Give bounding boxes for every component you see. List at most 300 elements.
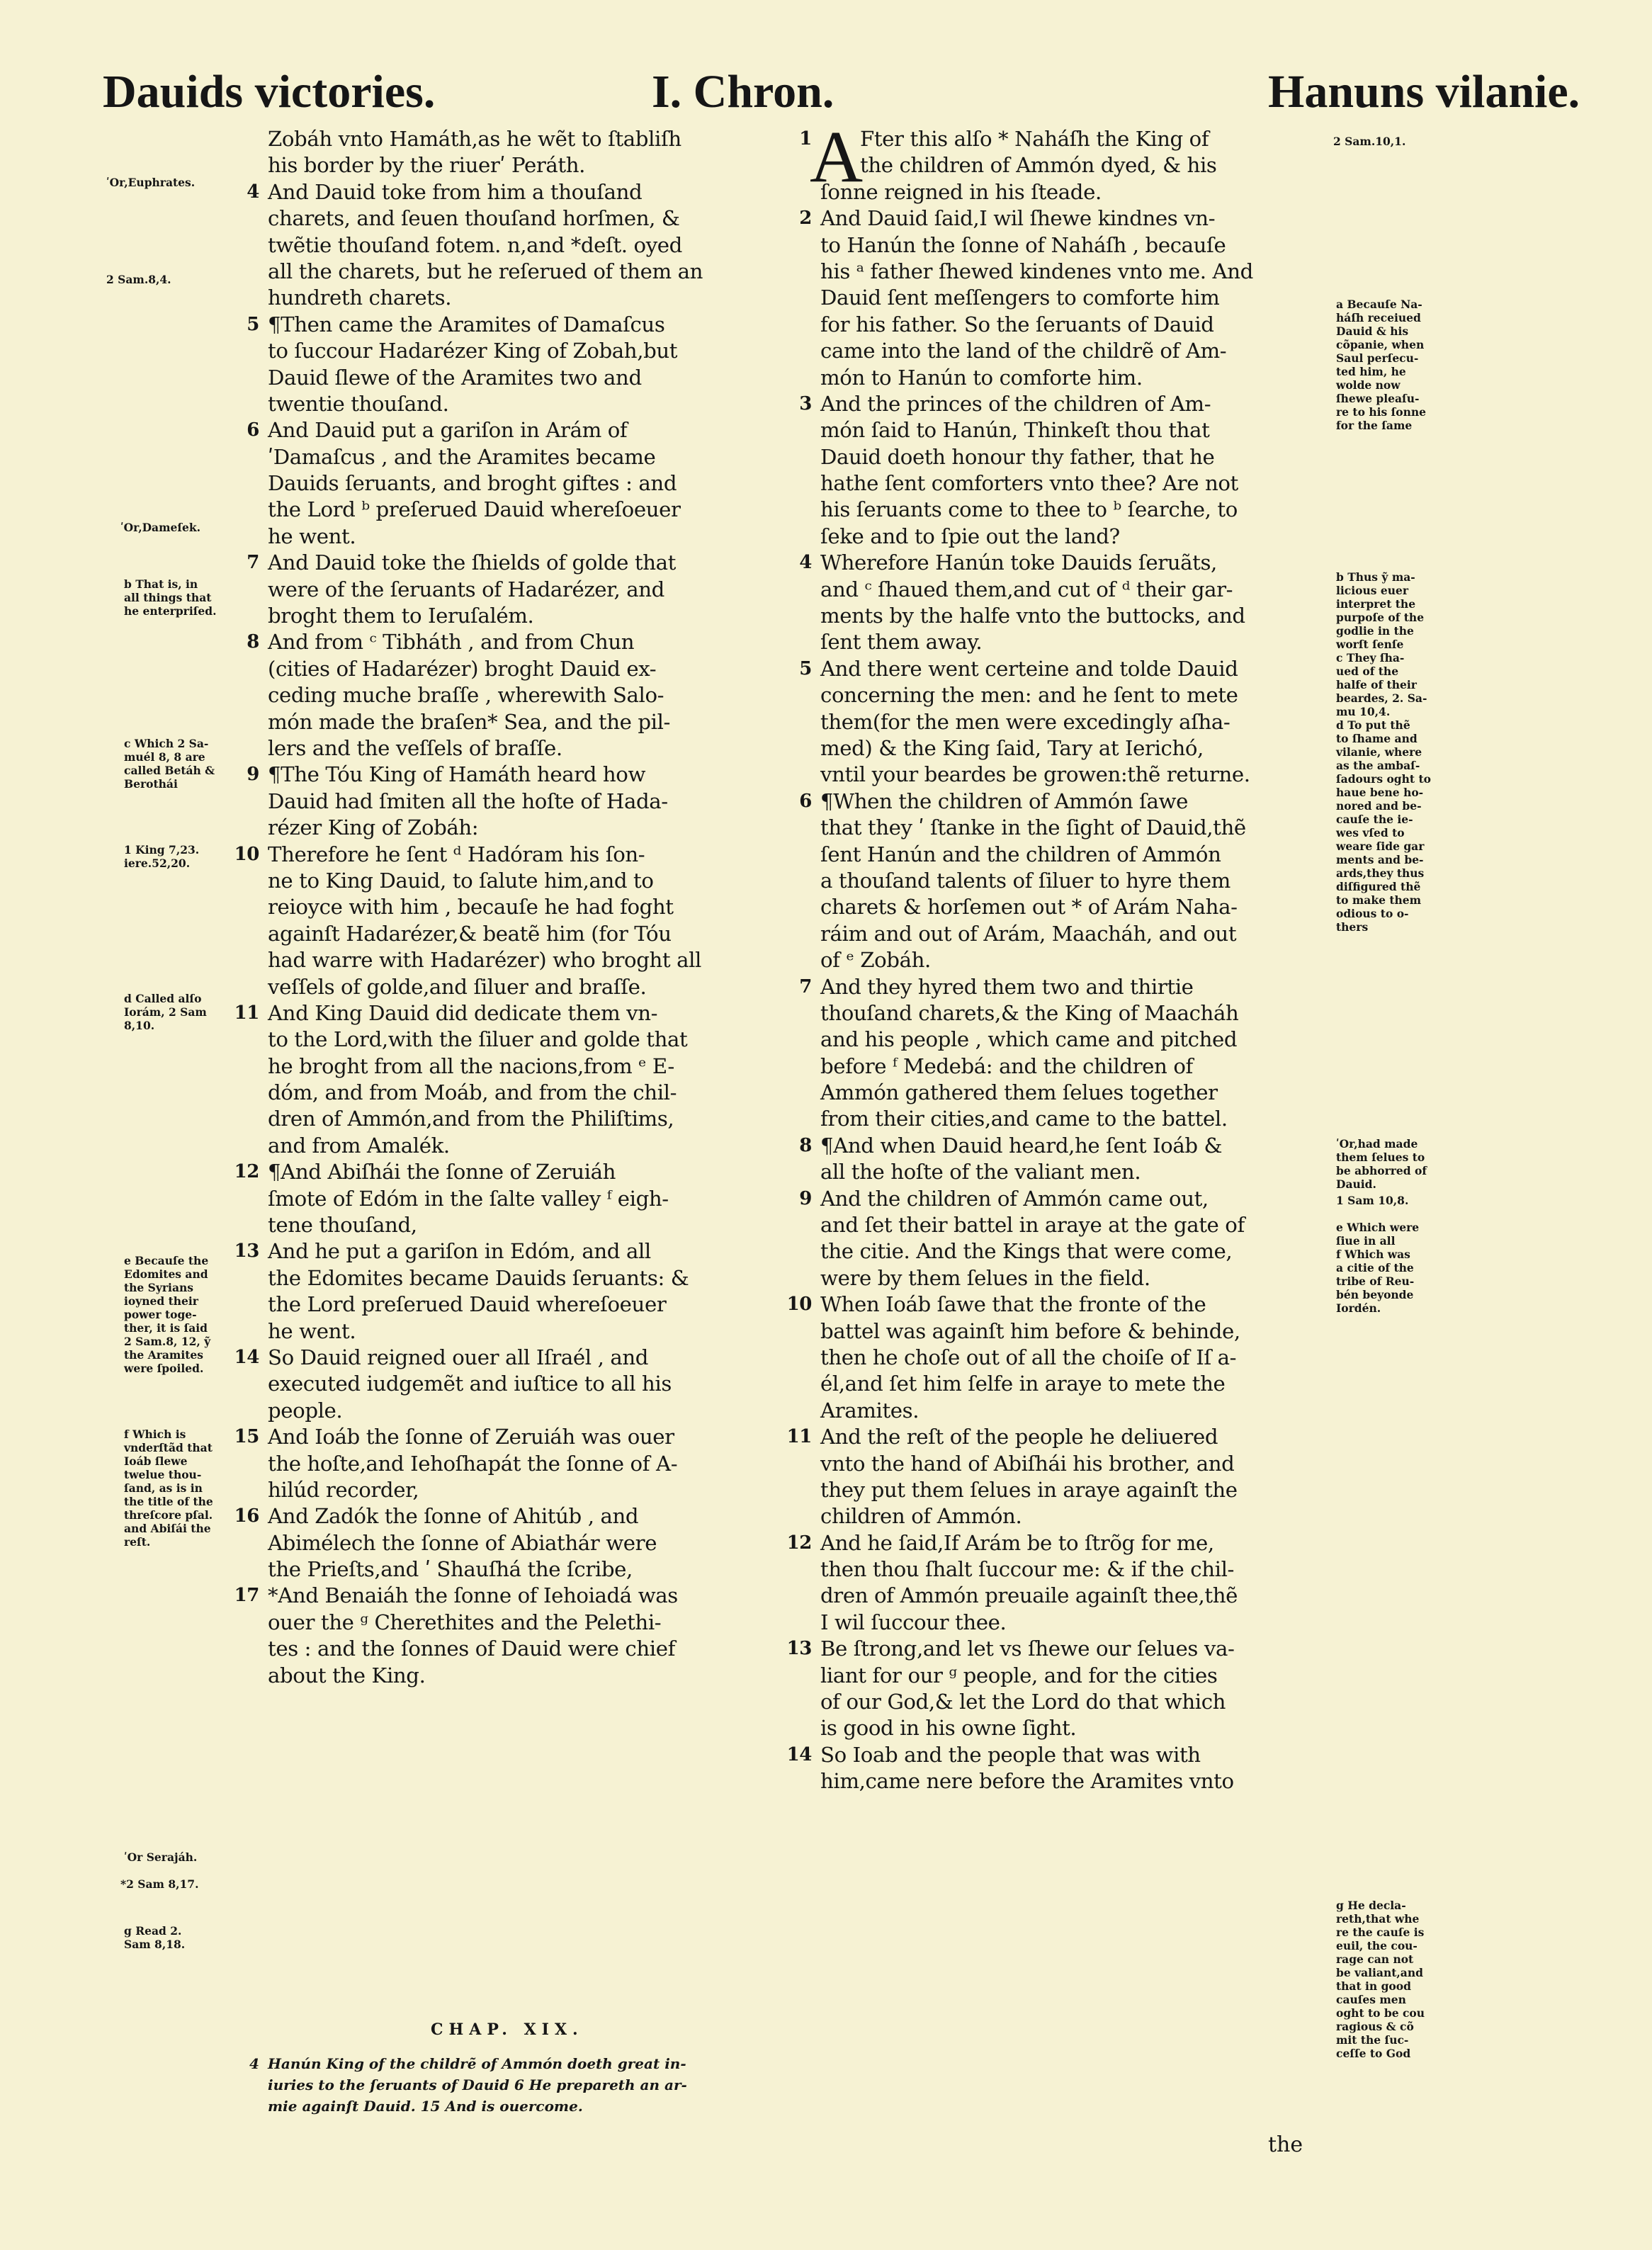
line-text: hilúd recorder, [268,1477,419,1502]
text-line [820,947,1330,973]
margin-note-line: *2 Sam 8,17. [120,1877,199,1891]
line-text: againſt Hadarézer,& beatẽ him (for Tóu [268,921,672,946]
line-text: And the princes of the children of Am- [820,391,1211,416]
line-text: hundreth charets. [268,286,452,310]
margin-note-line: power toge- [124,1308,197,1321]
line-text: for his father. So the ſeruants of Dauid [820,312,1214,337]
margin-note-line: thers [1336,920,1369,934]
margin-note [120,1877,198,1891]
text-line [786,1530,1330,1556]
line-text: all the charets, but he reſerued of them an [268,259,703,283]
line-text: twentie thouſand. [268,391,449,416]
chapter-summary-text: Hanún King of the childrẽ of Ammón doeth great in- [268,2055,686,2072]
line-text: ʹDamaſcus , and the Aramites became [268,444,656,469]
verse-number: 8 [799,1134,812,1156]
text-line [820,1212,1330,1238]
text-line [820,417,1330,443]
text-line [268,365,792,391]
text-line [268,1212,792,1238]
line-text: people. [268,1398,343,1423]
line-text: and ſet their battel in araye at the gate of [820,1213,1245,1238]
margin-note [1336,1221,1419,1315]
verse-number: 11 [234,1002,259,1024]
margin-note-line: iere.52,20. [124,857,191,870]
margin-note-line: 1 Sam 10,8. [1336,1194,1409,1207]
margin-note-line: Iorám, 2 Sam [124,1005,207,1019]
line-text: of our God,& let the Lord do that which [820,1690,1226,1714]
text-line [820,1398,1330,1424]
text-line [268,1186,792,1212]
text-line [268,338,792,364]
verse-number: 15 [234,1426,259,1448]
text-line [820,1159,1330,1185]
line-text: them(for the men were excedingly aſha- [820,709,1230,734]
verse-number: 16 [234,1505,259,1527]
text-line [799,205,1330,232]
text-line [820,682,1330,708]
margin-note-line: e Becauſe the [124,1254,209,1267]
margin-note-line: ſhewe pleaſu- [1336,392,1420,405]
line-text: And King Dauid did dedicate them vn- [268,1000,658,1025]
margin-note [1336,1899,1425,2060]
text-line [268,285,792,311]
line-text: they put them ſelues in araye againſt the [820,1477,1238,1502]
margin-note-line: ards,they thus [1336,866,1425,880]
left-text-column [234,126,792,1689]
line-text: And Zadók the ſonne of Ahitúb , and [268,1504,639,1529]
text-line [268,947,792,973]
text-line [820,259,1330,285]
line-text: concerning the men: and he ſent to mete [820,683,1238,708]
text-line [820,1768,1330,1794]
line-text: ſonne reigned in his ſteade. [820,179,1102,204]
text-line [268,709,792,735]
text-line [820,1477,1330,1503]
text-line [799,126,1330,152]
text-line [268,1027,792,1053]
line-text: and ᶜ ſhaued them,and cut of ᵈ their gar- [820,577,1233,601]
margin-note-line: to make them [1336,893,1422,907]
margin-note-line: godlie in the [1336,624,1414,638]
margin-note-line: a citie of the [1336,1261,1414,1274]
margin-note-line: Ioáb ſlewe [124,1454,188,1468]
margin-note [124,1850,197,1864]
text-line [820,152,1330,179]
verse-number: 2 [799,208,812,230]
text-line [820,603,1330,629]
text-line [247,417,792,443]
margin-note-line: vilanie, where [1336,745,1422,759]
text-line [268,152,792,179]
verse-number: 17 [234,1585,259,1607]
margin-note-line: ther, it is ſaid [124,1321,208,1335]
text-line [786,1742,1330,1768]
verse-number: 11 [786,1426,812,1448]
margin-note-line: g Read 2. [124,1924,182,1938]
margin-note-line: called Betáh & [124,764,215,777]
text-line [820,1556,1330,1583]
text-line [268,1371,792,1397]
line-text: twẽtie thouſand fotem. n,and *deſt. oyed [268,232,682,257]
text-line [786,1636,1330,1662]
text-line [268,921,792,947]
margin-note-line: Edomites and [124,1267,208,1281]
line-text: Fter this alſo * Naháſh the King of [860,127,1209,151]
line-text: And there went certeine and tolde Dauid [820,656,1238,681]
margin-note-line: e Which were [1336,1221,1420,1234]
line-text: Zobáh vnto Hamáth,as he wẽt to ſtabliſh [268,127,681,151]
margin-note-line: to ſhame and [1336,732,1418,745]
text-line [234,1424,792,1450]
chapter-summary-verse-number: 4 [249,2055,259,2072]
text-line [234,1159,792,1185]
text-line [268,205,792,232]
text-line [799,788,1330,815]
line-text: món made the braſen* Sea, and the pil- [268,709,670,734]
margin-note-line: them ſelues to [1336,1151,1425,1164]
line-text: the Edomites became Dauids ſeruants: & [268,1265,689,1290]
margin-note-line: ſadours oght to [1336,772,1431,786]
line-text: Abimélech the ſonne of Abiathár were [268,1530,657,1555]
margin-note-line: cauſes men [1336,1993,1406,2006]
line-text: Wherefore Hanún toke Dauids ſeruãts, [820,550,1217,575]
line-text: battel was againſt him before & behinde, [820,1318,1240,1343]
margin-note-line: ioyned their [124,1294,198,1308]
line-text: So Dauid reigned ouer all Iſraél , and [268,1345,649,1369]
line-text: were by them ſelues in the field. [820,1265,1150,1290]
margin-note-line: d To put thẽ [1336,718,1410,732]
text-line [247,550,792,576]
line-text: ¶And Abiſhái the ſonne of Zeruiáh [268,1160,616,1185]
text-line [820,735,1330,762]
verse-number: 12 [234,1161,259,1183]
line-text: ceding muche braſſe , wherewith Salo- [268,683,664,708]
text-line [268,1398,792,1424]
margin-note-line: haue bene ho- [1336,786,1424,799]
verse-number: 9 [799,1187,812,1209]
line-text: his ſeruants come to thee to ᵇ ſearche, to [820,497,1238,522]
line-text: the citie. And the Kings that were come, [820,1239,1233,1264]
right-text-column [786,126,1330,1795]
margin-note-line: oght to be cou [1336,2006,1425,2020]
margin-note-line: halfe of their [1336,678,1417,691]
text-line [234,1345,792,1371]
margin-note-line: re to his ſonne [1336,405,1427,419]
text-line [820,497,1330,523]
line-text: (cities of Hadarézer) broght Dauid ex- [268,656,657,681]
margin-note-line: the Aramites [124,1348,203,1362]
chapter-heading: CHAP. XIX. [431,2020,584,2039]
verse-number: 6 [799,790,812,812]
line-text: tes : and the ſonnes of Dauid were chief [268,1636,675,1661]
text-line [268,788,792,815]
margin-note-line: interpret the [1336,597,1416,611]
text-line [820,709,1330,735]
verse-number: 14 [234,1346,259,1368]
text-line [268,524,792,550]
line-text: Dauid ſlewe of the Aramites two and [268,365,642,390]
margin-note [106,273,171,286]
margin-note-line: reſt. [124,1535,151,1549]
line-text: And they hyred them two and thirtie [820,974,1194,999]
text-line [268,682,792,708]
line-text: And he put a gariſon in Edóm, and all [268,1239,651,1264]
line-text: ſent Hanún and the children of Ammón [820,842,1221,866]
text-line [234,1583,792,1609]
margin-note [124,992,207,1032]
line-text: vnto the hand of Abiſhái his brother, and [820,1451,1235,1476]
margin-note-line: ʹOr,had made [1336,1137,1418,1151]
text-line [268,391,792,417]
verse-number: 3 [799,392,812,414]
line-text: hathe ſent comforters vnto thee? Are not [820,471,1238,496]
margin-note-line: b That is, in [124,577,198,591]
line-text: all the hoſte of the valiant men. [820,1160,1141,1185]
text-line [268,815,792,841]
text-line [268,1556,792,1583]
text-line [820,815,1330,841]
text-line [820,338,1330,364]
margin-note-line: ceſſe to God [1336,2047,1411,2060]
line-text: of ᵉ Zobáh. [820,948,931,973]
text-line [820,524,1330,550]
margin-note-line: a Becauſe Na- [1336,298,1422,311]
verse-number: 13 [786,1638,812,1660]
margin-note [124,843,199,870]
line-text: ſmote of Edóm in the ſalte valley ᶠ eigh- [268,1186,669,1211]
text-line [820,1451,1330,1477]
line-text: to ſuccour Hadarézer King of Zobah,but [268,339,678,363]
line-text: vntil your beardes be growen:thẽ returne. [820,762,1250,787]
line-text: dren of Ammón,and from the Philiſtims, [268,1107,674,1131]
text-line [268,974,792,1000]
text-line [268,1053,792,1080]
margin-note [124,577,217,618]
margin-note-line: be valiant,and [1336,1966,1423,1979]
margin-note-line: ragious & cõ [1336,2020,1414,2033]
margin-note-line: c They ſha- [1336,651,1405,665]
text-line [268,126,792,152]
line-text: and from Amalék. [268,1133,450,1158]
header-left-title: Dauids victories. [103,66,436,118]
text-line [820,1027,1330,1053]
text-line [820,470,1330,497]
text-line [268,868,792,894]
line-text: And Dauid toke the ſhields of golde that [268,550,676,575]
text-line [268,894,792,920]
text-line [268,1291,792,1318]
margin-note-line: ted him, he [1336,365,1406,378]
text-line [234,1000,792,1027]
text-line [820,179,1330,205]
text-line [234,1503,792,1530]
verse-number: 7 [799,976,812,997]
line-text: Aramites. [820,1398,920,1423]
text-line [786,1291,1330,1318]
margin-note-line: reth,that whe [1336,1912,1420,1926]
margin-note [120,521,200,534]
text-line [268,603,792,629]
line-text: executed iudgemẽt and iuſtice to all his [268,1372,672,1396]
text-line [820,1080,1330,1106]
margin-note-line: mit the ſuc- [1336,2033,1409,2047]
line-text: charets & horſemen out * of Arám Naha- [820,895,1238,920]
line-text: ¶Then came the Aramites of Damaſcus [268,312,665,337]
line-text: *And Benaiáh the ſonne of Iehoiadá was [268,1583,678,1608]
line-text: ouer the ᵍ Cherethites and the Pelethi- [268,1610,662,1634]
text-line [820,232,1330,259]
margin-note-line: as the ambaſ- [1336,759,1420,772]
margin-note-line: odious to o- [1336,907,1409,920]
line-text: Be ſtrong,and let vs ſhewe our ſelues va- [820,1636,1235,1661]
margin-note-line: 8,10. [124,1019,155,1032]
margin-note-line: licious euer [1336,584,1408,597]
line-text: ſeke and to ſpie out the land? [820,524,1120,548]
margin-note-line: muél 8, 8 are [124,750,205,764]
line-text: dren of Ammón preuaile againſt thee,thẽ [820,1583,1238,1608]
line-text: ne to King Dauid, to ſalute him,and to [268,868,654,893]
text-line [799,974,1330,1000]
margin-note-line: ʹOr,Euphrates. [106,176,196,189]
text-line [820,1265,1330,1291]
text-line [268,1265,792,1291]
line-text: the hoſte,and Iehoſhapát the ſonne of A- [268,1451,678,1476]
text-line [268,1663,792,1689]
line-text: the Prieſts,and ʹ Shauſhá the ſcribe, [268,1557,633,1582]
line-text: When Ioáb ſawe that the fronte of the [820,1292,1206,1317]
line-text: him,came nere before the Aramites vnto [820,1769,1234,1794]
line-text: that they ʹ ſtanke in the ſight of Dauid,thẽ [820,815,1246,840]
text-line [268,1530,792,1556]
verse-number: 5 [247,313,259,335]
line-text: then thou ſhalt ſuccour me: & if the chil- [820,1557,1234,1582]
margin-note-line: weare ſide gar [1336,839,1425,853]
margin-note-line: the Syrians [124,1281,193,1294]
verse-number: 10 [786,1294,812,1316]
line-text: from their cities,and came to the battel. [820,1107,1228,1131]
line-text: liant for our ᵍ people, and for the cities [820,1663,1218,1688]
margin-note [124,1254,210,1375]
chapter-summary-line: iuries to the ſeruants of Dauid 6 He prepareth an ar- [268,2076,687,2093]
text-line [820,1345,1330,1371]
margin-note-line: Dauid. [1336,1177,1376,1191]
text-line [820,1503,1330,1530]
margin-note-line: Berothái [124,777,178,791]
text-line [820,365,1330,391]
line-text: And Dauid ſaid,I wil ſhewe kindnes vn- [820,206,1216,231]
line-text: before ᶠ Medebá: and the children of [820,1053,1193,1078]
line-text: then he choſe out of all the choiſe of Iſ a- [820,1345,1237,1369]
line-text: thouſand charets,& the King of Maacháh [820,1000,1239,1025]
margin-note-line: Iordén. [1336,1301,1381,1315]
margin-note [1333,135,1405,148]
line-text: he went. [268,1318,356,1343]
line-text: is good in his owne ſight. [820,1716,1077,1741]
line-text: ſent them away. [820,630,983,655]
margin-note-line: g He decla- [1336,1899,1406,1912]
line-text: his border by the riuerʹ Peráth. [268,153,585,178]
margin-note-line: twelue thou- [124,1468,202,1481]
line-text: were of the ſeruants of Hadarézer, and [268,577,664,601]
margin-note-line: wolde now [1336,378,1401,392]
text-line [799,656,1330,682]
line-text: the Lord preſerued Dauid whereſoeuer [268,1292,667,1317]
verse-number: 12 [786,1532,812,1554]
margin-note-line: ʹOr,Dameſek. [120,521,201,534]
text-line [268,735,792,762]
text-line [820,842,1330,868]
text-line [247,312,792,338]
chapter-summary [249,2053,792,2117]
line-text: the children of Ammón dyed, & his [860,153,1217,178]
line-text: And Dauid put a gariſon in Arám of [268,418,628,443]
margin-note-line: the title of the [124,1495,213,1508]
margin-note-line: f Which is [124,1428,186,1441]
text-line [247,762,792,788]
margin-note-line: purpoſe of the [1336,611,1425,624]
line-text: ráim and out of Arám, Maacháh, and out [820,921,1237,946]
margin-note-line: and Abiſái the [124,1522,211,1535]
margin-note-line: euil, the cou- [1336,1939,1418,1952]
margin-note-line: ſiue in all [1336,1234,1396,1248]
margin-note [124,1428,213,1549]
margin-note-line: f Which was [1336,1248,1410,1261]
text-line [268,1451,792,1477]
verse-number: 13 [234,1240,259,1262]
header-book-title: I. Chron. [652,66,835,118]
text-line [820,285,1330,311]
line-text: to the Lord,with the ſiluer and golde that [268,1027,688,1052]
text-line [820,1238,1330,1265]
line-text: ¶When the children of Ammón ſawe [820,788,1188,813]
catchword: the [1268,2132,1303,2157]
margin-note-line: he enterpriſed. [124,604,217,618]
margin-note-line: mu 10,4. [1336,705,1391,718]
margin-note-line: 2 Sam.10,1. [1333,135,1406,148]
text-line [820,1610,1330,1636]
text-line [799,391,1330,417]
margin-note-line: tribe of Reu- [1336,1274,1415,1288]
line-text: And Ioáb the ſonne of Zeruiáh was ouer [268,1425,674,1449]
margin-note-line: rage can not [1336,1952,1414,1966]
line-text: and his people , which came and pitched [820,1027,1238,1052]
verse-number: 14 [786,1743,812,1765]
text-line [268,1080,792,1106]
line-text: ments by the halfe vnto the buttocks, and [820,604,1245,628]
margin-note-line: cauſe the ie- [1336,813,1413,826]
margin-note-line: 2 Sam.8, 12, ỹ [124,1335,211,1348]
line-text: So Ioab and the people that was with [820,1742,1201,1767]
margin-note-line: Saul perſecu- [1336,351,1419,365]
text-line [786,1424,1330,1450]
line-text: Dauid ſent meſſengers to comforte him [820,286,1220,310]
margin-note [1336,1137,1427,1191]
line-text: he broght from all the nacions,from ᵉ E- [268,1053,674,1078]
margin-note-line: nored and be- [1336,799,1422,813]
line-text: broght them to Ieruſalém. [268,604,534,628]
text-line [799,1133,1330,1159]
margin-note-line: bén beyonde [1336,1288,1414,1301]
margin-note-line: ʹOr Serajáh. [124,1850,198,1864]
drop-cap: A [810,116,864,198]
line-text: Dauids ſeruants, and broght giftes : and [268,471,677,496]
text-line [820,1106,1330,1132]
text-line [268,1610,792,1636]
margin-note-line: cõpanie, when [1336,338,1425,351]
line-text: él,and ſet him ſelfe in araye to mete the [820,1372,1226,1396]
line-text: to Hanún the ſonne of Naháſh , becauſe [820,232,1226,257]
margin-note-line: ments and be- [1336,853,1424,866]
